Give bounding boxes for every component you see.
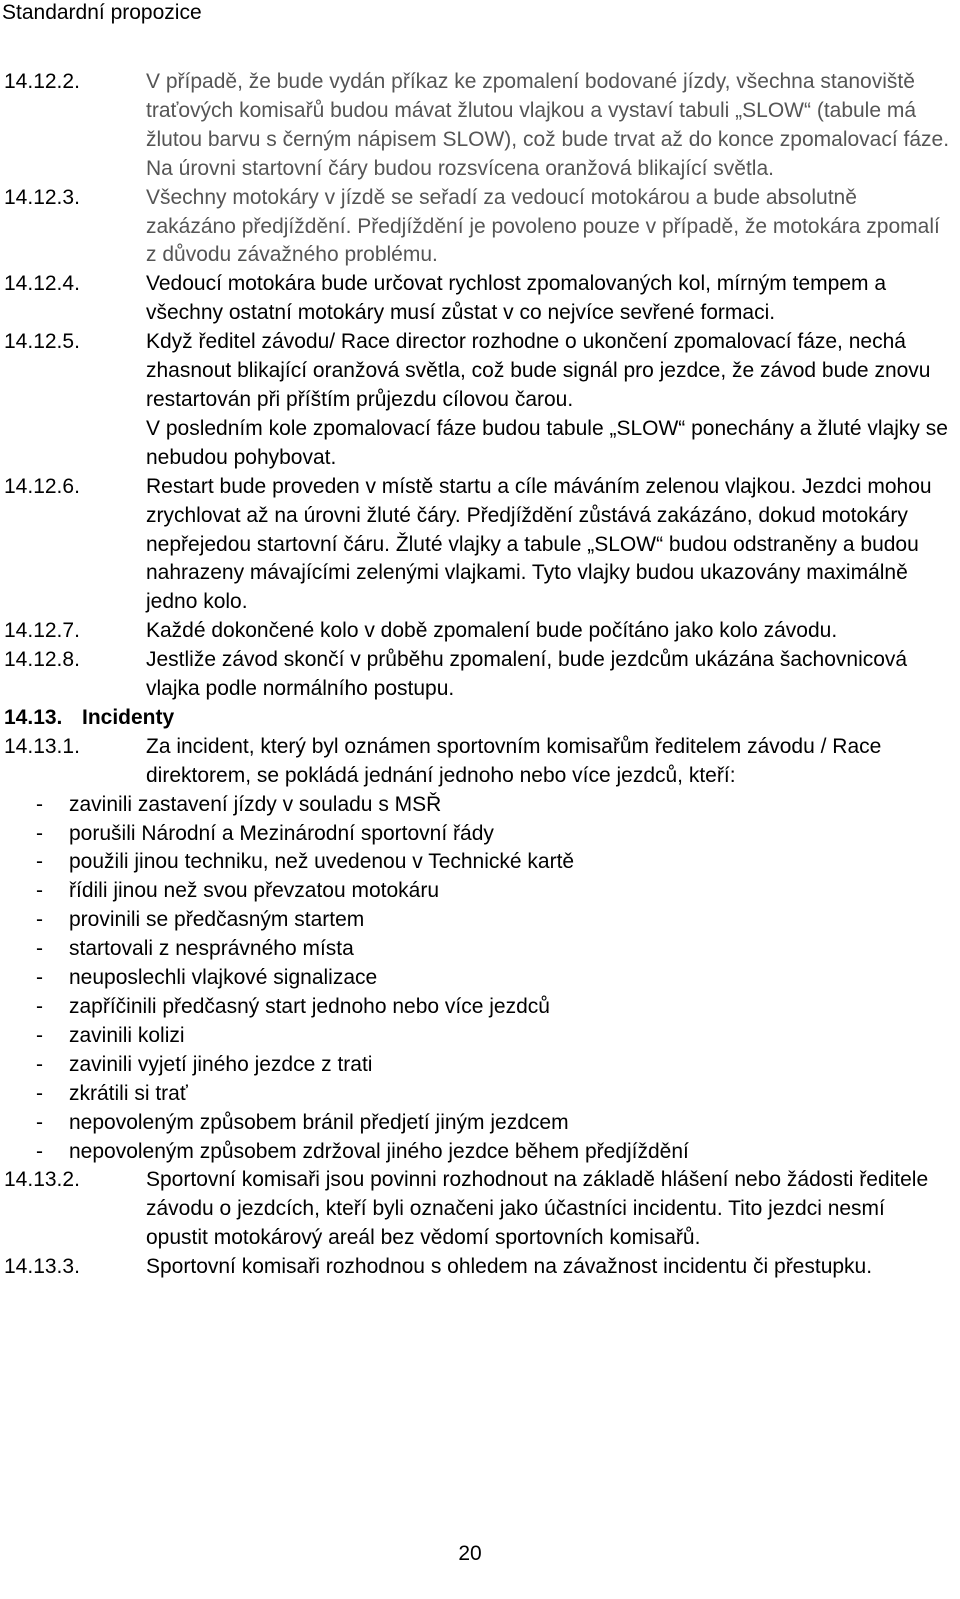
list-dash: -	[36, 937, 43, 961]
list-item	[4, 820, 950, 849]
list-item	[4, 877, 950, 906]
section-number: 14.12.7.	[4, 619, 80, 643]
section-14-13-3	[4, 1253, 950, 1282]
section-text	[146, 733, 950, 791]
list-dash: -	[36, 1081, 43, 1105]
list-dash: -	[36, 995, 43, 1018]
section-paragraph: Když ředitel závodu/ Race director rozhodne o ukončení zpomalovací fáze, nechá zhasnout blikající oranžová světla, což bude signál pro jezdce, že závod bude znovu restartován při příštím průjezdu cílovou čarou.	[146, 330, 931, 411]
section-number: 14.12.3.	[4, 185, 80, 209]
section-text	[146, 617, 950, 646]
list-item	[4, 1022, 950, 1051]
list-dash: -	[36, 1023, 43, 1047]
list-item-text: neuposlechli vlajkové signalizace	[69, 966, 378, 990]
incident-list	[4, 791, 950, 1167]
list-dash: -	[36, 792, 43, 816]
section-text	[146, 184, 950, 271]
list-item	[4, 848, 950, 877]
section-text	[146, 328, 950, 473]
section-14-12-7	[4, 617, 950, 646]
section-paragraph: V případě, že bude vydán příkaz ke zpomalení bodované jízdy, všechna stanoviště traťových komisařů budou mávat žlutou vlajkou a vystaví tabuli „SLOW“ (tabule má žlutou barvu s černým nápisem SLOW), což bude trvat až do konce zpomalovací fáze. Na úrovni startovní čáry budou rozsvícena oranžová blikající světla.	[146, 70, 950, 180]
section-text	[146, 1253, 950, 1282]
page-number: 20	[458, 1542, 482, 1565]
section-number: 14.13.2.	[4, 1168, 80, 1192]
list-item-text: zavinili zastavení jízdy v souladu s MSŘ	[69, 792, 442, 816]
list-dash: -	[36, 821, 43, 845]
section-paragraph: Restart bude proveden v místě startu a cíle máváním zelenou vlajkou. Jezdci mohou zrychlovat až na úrovni žluté čáry. Předjíždění zůstává zakázáno, dokud motokáry nepřejedou startovní čáru. Žluté vlajky a tabule „SLOW“ budou odstraněny a budou nahrazeny mávajícími zelenými vlajkami. Tyto vlajky budou ukazovány maximálně jedno kolo.	[146, 474, 932, 614]
section-paragraph: Všechny motokáry v jízdě se seřadí za vedoucí motokárou a bude absolutně zakázáno předjíždění. Předjíždění je povoleno pouze v případě, že motokára zpomalí z důvodu závažného problému.	[146, 185, 940, 267]
list-dash: -	[36, 1052, 43, 1076]
list-item-text: porušili Národní a Mezinárodní sportovní řády	[69, 821, 494, 845]
list-dash: -	[36, 1110, 43, 1134]
heading-title: Incidenty	[82, 705, 175, 729]
section-number: 14.13.1.	[4, 734, 80, 758]
section-14-12-8	[4, 646, 950, 704]
section-number: 14.13.3.	[4, 1255, 80, 1279]
section-heading-incidents	[4, 704, 950, 733]
section-14-12-6	[4, 473, 950, 618]
list-item	[4, 1080, 950, 1109]
heading-number: 14.13.	[4, 705, 63, 729]
section-paragraph: Jestliže závod skončí v průběhu zpomalení, bude jezdcům ukázána šachovnicová vlajka podle normálního postupu.	[146, 648, 908, 701]
list-item-text: zavinili kolizi	[69, 1023, 185, 1047]
section-number: 14.12.4.	[4, 272, 80, 296]
list-dash: -	[36, 966, 43, 990]
list-item	[4, 906, 950, 935]
list-dash: -	[36, 879, 43, 903]
section-paragraph: Sportovní komisaři jsou povinni rozhodnout na základě hlášení nebo žádosti ředitele závodu o jezdcích, kteří byli označeni jako účastníci incidentu. Tito jezdci nesmí opustit motokárový areál bez vědomí sportovních komisařů.	[146, 1168, 929, 1250]
section-number: 14.12.8.	[4, 648, 80, 672]
list-item	[4, 1138, 950, 1167]
list-item	[4, 1109, 950, 1138]
section-text	[146, 473, 950, 618]
section-14-12-3	[4, 184, 950, 271]
section-number: 14.12.2.	[4, 70, 80, 93]
section-text	[146, 646, 950, 704]
section-text	[146, 270, 950, 328]
list-item-text: zapříčinili předčasný start jednoho nebo více jezdců	[69, 995, 550, 1018]
list-item-text: nepovoleným způsobem zdržoval jiného jezdce během předjíždění	[69, 1139, 689, 1163]
list-item	[4, 935, 950, 964]
list-item-text: startovali z nesprávného místa	[69, 937, 354, 961]
section-text	[146, 68, 950, 184]
list-dash: -	[36, 850, 43, 874]
list-item-text: řídili jinou než svou převzatou motokáru	[69, 879, 440, 903]
page-header: Standardní propozice	[2, 1, 202, 24]
section-14-13-1	[4, 733, 950, 791]
section-number: 14.12.5.	[4, 330, 80, 354]
list-item	[4, 791, 950, 820]
document-body	[4, 68, 950, 1282]
list-item-text: nepovoleným způsobem bránil předjetí jiným jezdcem	[69, 1110, 569, 1134]
list-dash: -	[36, 1139, 43, 1163]
list-item-text: zkrátili si trať	[69, 1081, 188, 1105]
section-14-12-4	[4, 270, 950, 328]
list-item	[4, 1051, 950, 1080]
list-item-text: zavinili vyjetí jiného jezdce z trati	[69, 1052, 373, 1076]
section-14-12-5	[4, 328, 950, 473]
list-dash: -	[36, 908, 43, 932]
section-number: 14.12.6.	[4, 474, 80, 498]
section-paragraph: Vedoucí motokára bude určovat rychlost zpomalovaných kol, mírným tempem a všechny ostatní motokáry musí zůstat v co nejvíce sevřené formaci.	[146, 272, 887, 325]
list-item	[4, 993, 950, 1022]
section-14-13-2	[4, 1166, 950, 1253]
list-item-text: provinili se předčasným startem	[69, 908, 365, 932]
section-paragraph: Sportovní komisaři rozhodnou s ohledem na závažnost incidentu či přestupku.	[146, 1255, 873, 1279]
section-paragraph: Každé dokončené kolo v době zpomalení bude počítáno jako kolo závodu.	[146, 619, 838, 643]
list-item-text: použili jinou techniku, než uvedenou v Technické kartě	[69, 850, 575, 874]
section-14-12-2	[4, 68, 950, 184]
list-item	[4, 964, 950, 993]
section-text	[146, 1166, 950, 1253]
section-paragraph: V posledním kole zpomalovací fáze budou tabule „SLOW“ ponechány a žluté vlajky se nebudou pohybovat.	[146, 416, 948, 469]
section-paragraph: Za incident, který byl oznámen sportovním komisařům ředitelem závodu / Race direktorem, se pokládá jednání jednoho nebo více jezdců, kteří:	[146, 734, 882, 787]
